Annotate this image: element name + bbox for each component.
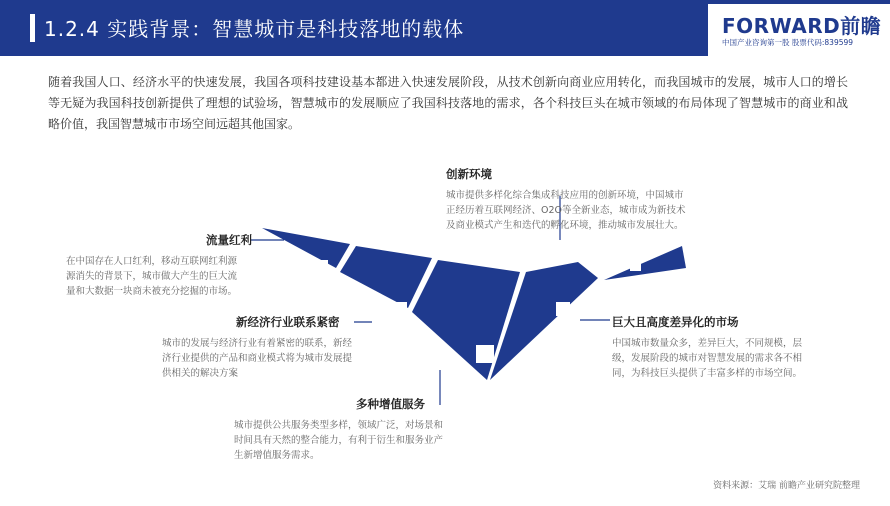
box-icon-5: [630, 260, 641, 271]
item-title-market: 巨大且高度差异化的市场: [612, 315, 739, 329]
item-title-innovation: 创新环境: [446, 167, 492, 181]
intro-paragraph: 随着我国人口、经济水平的快速发展，我国各项科技建设基本都进入快速发展阶段，从技术创新向商业应用转化，而我国城市的发展，城市人口的增长等无疑为我国科技创新提供了理想的试验场，智慧城市的发展顺应了我国科技落地的需求，各个科技巨头在城市领域的布局体现了智慧城市的商业和战略价值，我国智慧城市市场空间远超其他国家。: [48, 75, 848, 131]
v-segment-2: [340, 246, 432, 308]
item-desc-market: 中国城市数量众多，差异巨大，不同规模，层级，发展阶段的城市对智慧发展的需求各不相同，为科技巨头提供了丰富多样的市场空间。: [612, 338, 803, 379]
item-title-new-economy: 新经济行业联系紧密: [236, 315, 340, 329]
page-title: 1.2.4 实践背景：智慧城市是科技落地的载体: [44, 17, 465, 41]
item-desc-innovation: 城市提供多样化综合集成科技应用的创新环境，中国城市正经历着互联网经济、O2O等全新业态，城市成为新技术及商业模式产生和迭代的孵化环境，推动城市发展壮大。: [446, 190, 686, 231]
item-desc-traffic: 在中国存在人口红利，移动互联网红利源源消失的背景下，城市做大产生的巨大流量和大数据一块商未被充分挖掘的市场。: [66, 256, 238, 297]
box-icon-1: [318, 260, 328, 270]
box-icon-3: [476, 345, 494, 363]
item-desc-new-economy: 城市的发展与经济行业有着紧密的联系，新经济行业提供的产品和商业模式将为城市发展提供相关的解决方案: [162, 338, 353, 379]
v-segment-5: [604, 246, 686, 280]
item-title-value-added: 多种增值服务: [356, 397, 425, 411]
logo-subtitle: 中国产业咨询第一股 股票代码:839599: [722, 38, 854, 47]
box-icon-4: [556, 302, 570, 316]
box-icon-2: [393, 302, 407, 316]
logo-text: FORWARD前瞻: [722, 14, 882, 38]
item-desc-value-added: 城市提供公共服务类型多样，领域广泛，对场景和时间具有天然的整合能力，有利于衍生和服务业产生新增值服务需求。: [234, 420, 444, 461]
item-title-traffic: 流量红利: [206, 233, 252, 247]
v-segment-1: [262, 228, 350, 268]
source-note: 资料来源：艾瑞 前瞻产业研究院整理: [713, 481, 860, 491]
